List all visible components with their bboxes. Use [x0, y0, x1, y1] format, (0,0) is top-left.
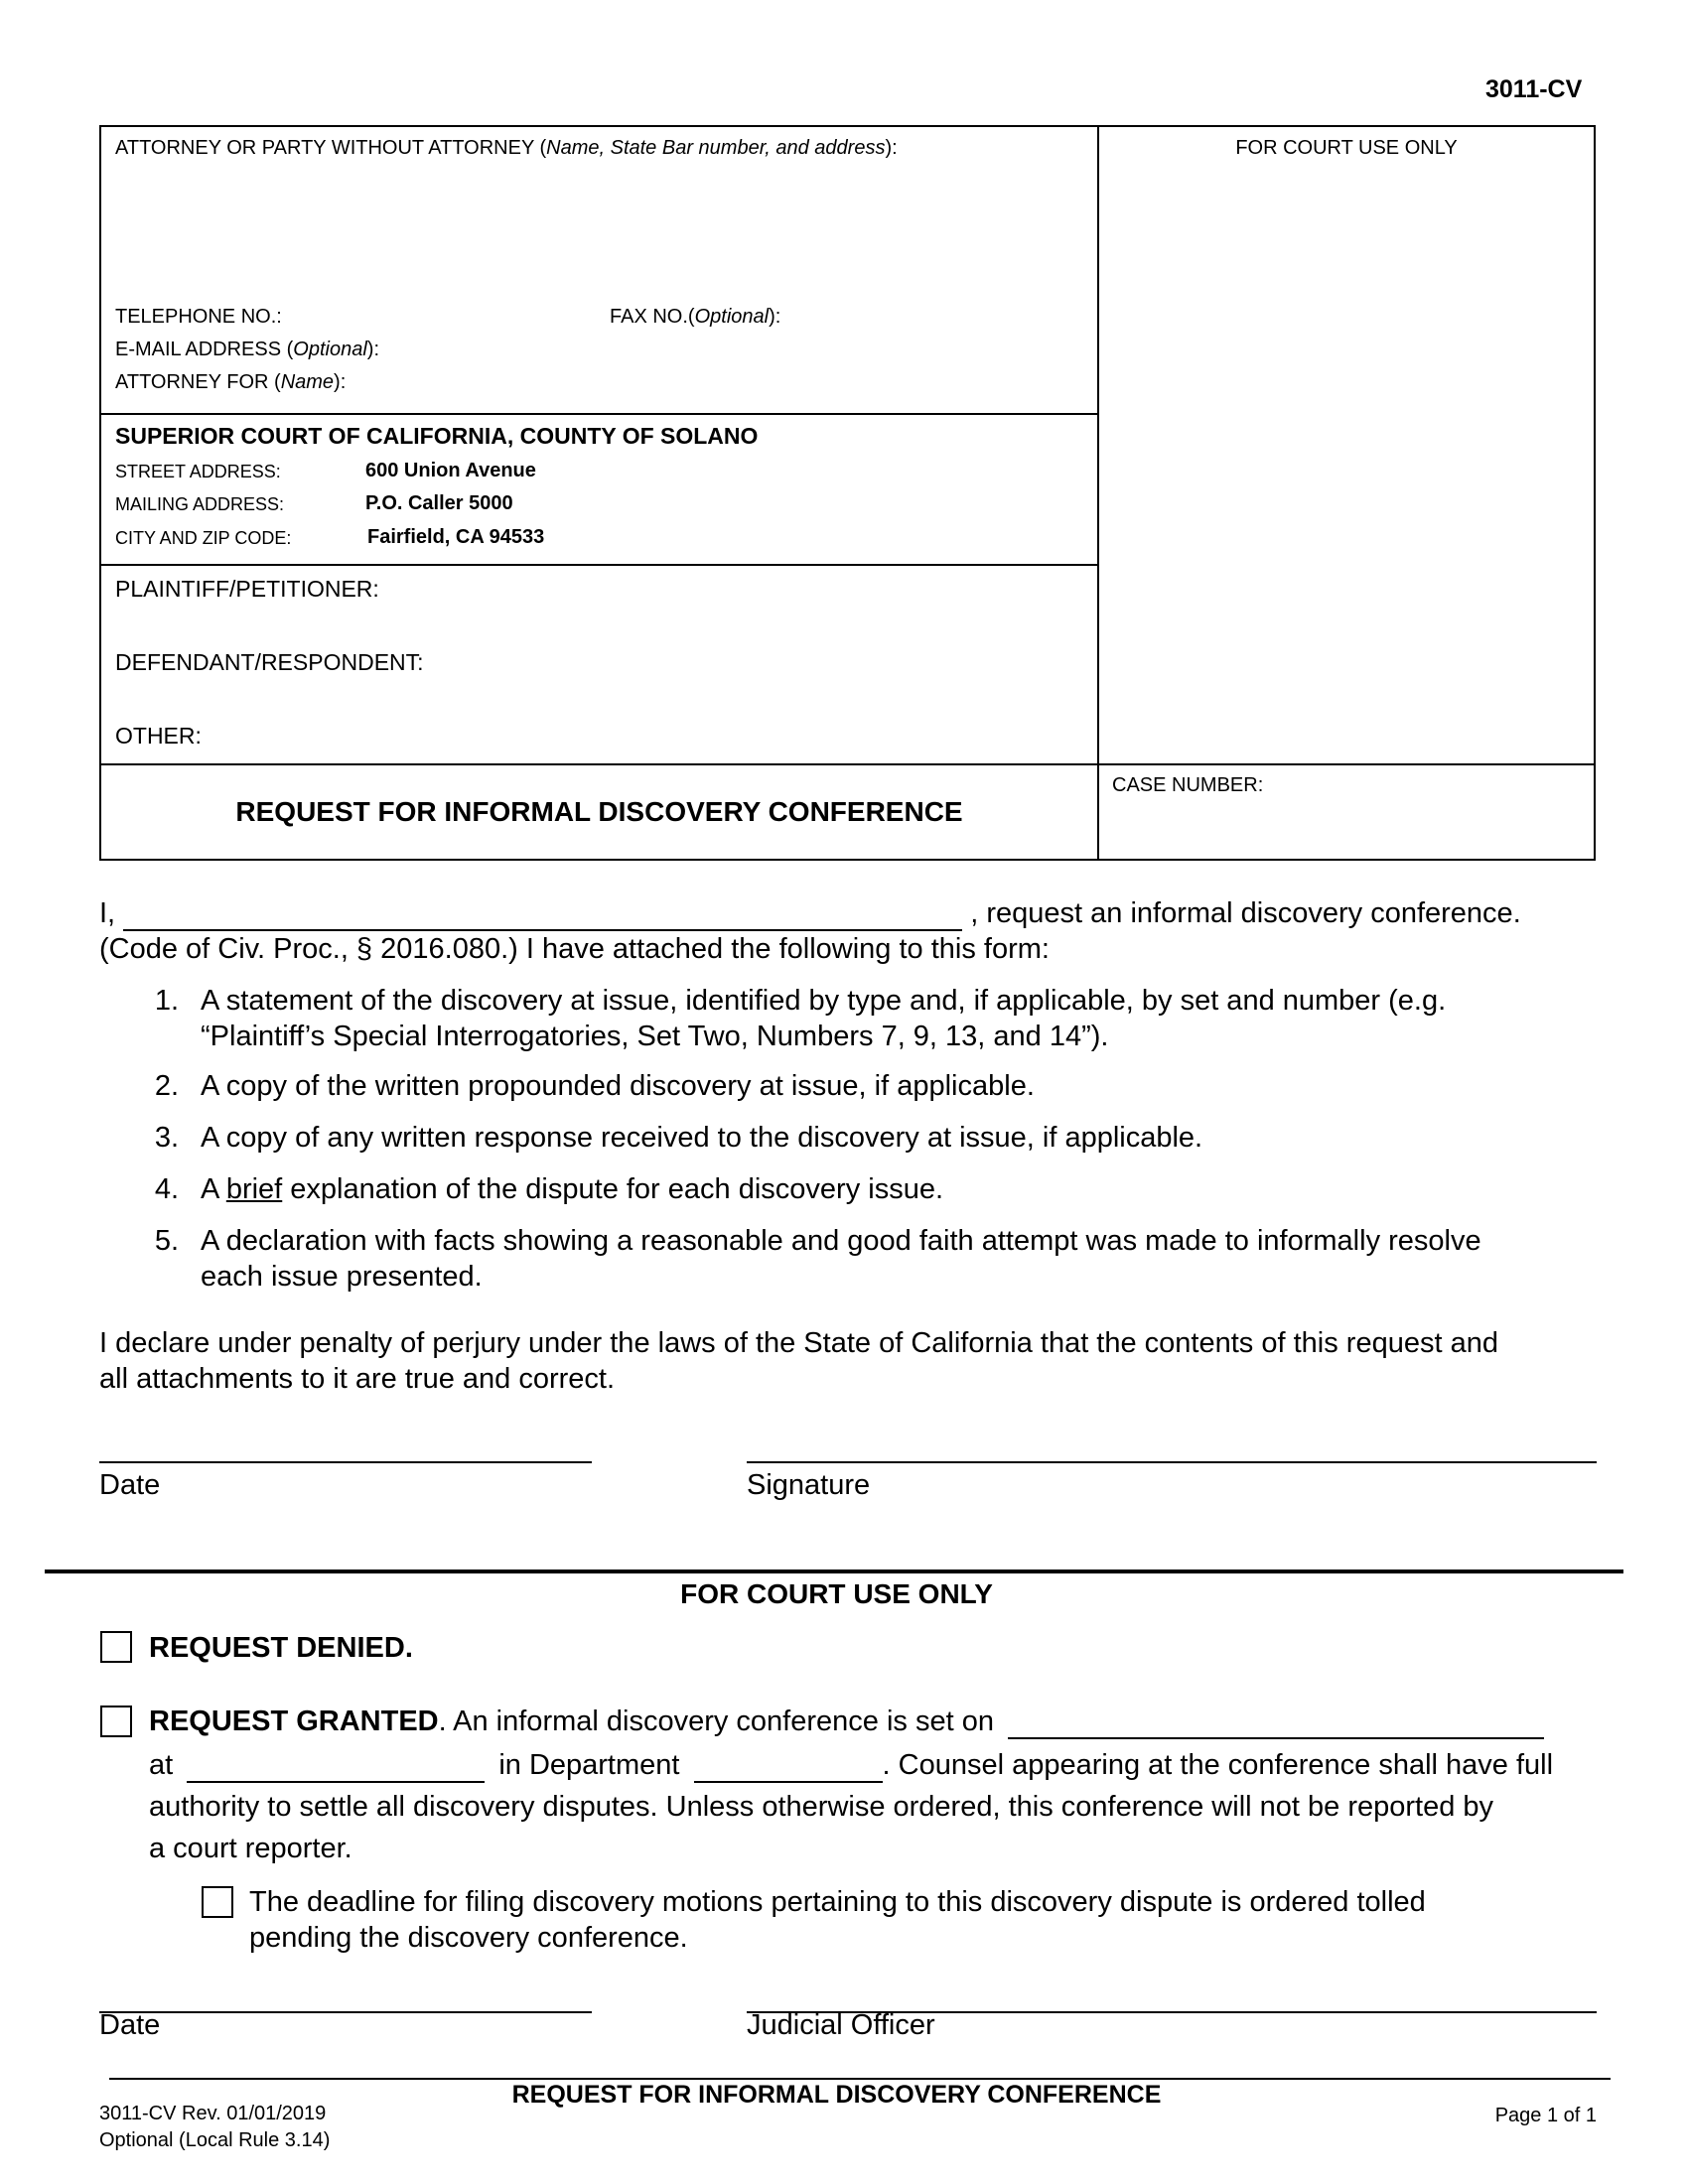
footer-optional: Optional (Local Rule 3.14)	[99, 2129, 331, 2151]
court-section-heading: FOR COURT USE ONLY	[680, 1578, 993, 1609]
city-zip-value: Fairfield, CA 94533	[367, 526, 545, 548]
request-line-1: I, , request an informal discovery conference.	[99, 897, 1521, 929]
fax-label: FAX NO.(Optional):	[610, 306, 781, 328]
date-label: Date	[99, 1469, 161, 1501]
department-input[interactable]	[694, 1751, 883, 1783]
tolled-text: The deadline for filing discovery motions pertaining to this discovery dispute is ordered tolled pending the discovery conference.	[249, 1886, 1426, 1954]
conference-date-input[interactable]	[1008, 1707, 1544, 1739]
footer-revision: 3011-CV Rev. 01/01/2019	[99, 2103, 327, 2124]
date-signature-line[interactable]	[99, 1461, 592, 1463]
list-item: 4. A brief explanation of the dispute for each discovery issue.	[154, 1173, 944, 1205]
form-title: REQUEST FOR INFORMAL DISCOVERY CONFERENCE	[235, 796, 963, 827]
request-granted-line: REQUEST GRANTED. An informal discovery conference is set on	[149, 1704, 1544, 1739]
list-item: 3. A copy of any written response received to the discovery at issue, if applicable.	[154, 1122, 1203, 1154]
request-line-2: (Code of Civ. Proc., § 2016.080.) I have attached the following to this form:	[99, 933, 1050, 965]
court-use-only-label: FOR COURT USE ONLY	[1235, 137, 1458, 159]
caption-box	[99, 125, 1596, 861]
conference-time-input[interactable]	[187, 1751, 485, 1783]
reporter-line: a court reporter.	[149, 1833, 352, 1864]
mailing-address-label: MAILING ADDRESS:	[115, 494, 285, 514]
attorney-for-label: ATTORNEY FOR (Name):	[115, 371, 347, 393]
caption-divider-title	[101, 763, 1594, 765]
form-number: 3011-CV	[1485, 75, 1583, 103]
street-address-label: STREET ADDRESS:	[115, 462, 281, 481]
case-number-label: CASE NUMBER:	[1112, 774, 1264, 796]
other-label: OTHER:	[115, 723, 202, 749]
footer-divider	[109, 2078, 1611, 2080]
defendant-label: DEFENDANT/RESPONDENT:	[115, 649, 424, 675]
caption-divider-parties	[101, 564, 1097, 566]
street-address-value: 600 Union Avenue	[365, 460, 536, 481]
signature-line[interactable]	[747, 1461, 1597, 1463]
authority-line: authority to settle all discovery disputes. Unless otherwise ordered, this conference will not be reported by	[149, 1791, 1494, 1823]
caption-divider-court	[101, 413, 1097, 415]
attorney-label: ATTORNEY OR PARTY WITHOUT ATTORNEY (Name, State Bar number, and address):	[115, 137, 898, 159]
request-denied-checkbox[interactable]	[100, 1631, 132, 1663]
footer-page: Page 1 of 1	[1494, 2105, 1597, 2126]
email-label: E-MAIL ADDRESS (Optional):	[115, 339, 380, 360]
court-name: SUPERIOR COURT OF CALIFORNIA, COUNTY OF SOLANO	[115, 423, 759, 449]
request-denied-label: REQUEST DENIED.	[149, 1632, 413, 1664]
city-zip-label: CITY AND ZIP CODE:	[115, 528, 292, 548]
telephone-label: TELEPHONE NO.:	[115, 306, 282, 328]
list-item: 5. A declaration with facts showing a reasonable and good faith attempt was made to informally resolve each issue presented.	[154, 1225, 1481, 1293]
mailing-address-value: P.O. Caller 5000	[365, 492, 513, 514]
signature-label: Signature	[747, 1469, 871, 1501]
court-date-label: Date	[99, 2009, 161, 2041]
footer-title: REQUEST FOR INFORMAL DISCOVERY CONFERENCE	[511, 2081, 1162, 2109]
tolled-checkbox[interactable]	[202, 1886, 233, 1918]
court-section-divider	[45, 1570, 1623, 1573]
court-date-line[interactable]	[99, 2011, 592, 2013]
request-granted-checkbox[interactable]	[100, 1706, 132, 1737]
conference-time-line: at in Department . Counsel appearing at the conference shall have full	[149, 1749, 1554, 1781]
declaration: I declare under penalty of perjury under the laws of the State of California that the contents of this request and all attachments to it are true and correct.	[99, 1327, 1498, 1395]
requester-name-input[interactable]	[123, 899, 962, 931]
caption-divider-vertical	[1097, 127, 1099, 859]
judicial-officer-label: Judicial Officer	[747, 2009, 935, 2041]
plaintiff-label: PLAINTIFF/PETITIONER:	[115, 576, 379, 602]
list-item: 2. A copy of the written propounded discovery at issue, if applicable.	[154, 1070, 1035, 1102]
list-item: 1. A statement of the discovery at issue, identified by type and, if applicable, by set and number (e.g. “Plaintiff’s Special Interrogatories, Set Two, Numbers 7, 9, 13, and 14”).	[154, 985, 1447, 1052]
